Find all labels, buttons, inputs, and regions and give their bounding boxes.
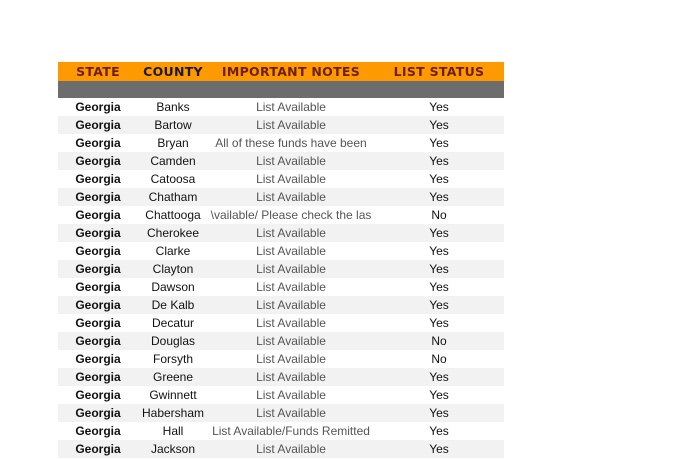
cell-list-status[interactable]: Yes	[429, 172, 449, 186]
cell-important-notes[interactable]: List Available	[256, 442, 326, 456]
cell-county[interactable]: De Kalb	[151, 298, 195, 312]
table-row	[58, 314, 504, 332]
cell-list-status[interactable]: No	[431, 352, 447, 366]
cell-county[interactable]: Camden	[150, 154, 196, 168]
cell-list-status[interactable]: Yes	[429, 388, 449, 402]
table-row	[58, 260, 504, 278]
table-row	[58, 98, 504, 116]
cell-list-status[interactable]: Yes	[429, 118, 449, 132]
cell-important-notes[interactable]: List Available	[256, 334, 326, 348]
cell-county[interactable]: Greene	[152, 370, 194, 384]
cell-list-status[interactable]: Yes	[429, 226, 449, 240]
cell-important-notes[interactable]: \vailable/ Please check the las	[210, 208, 372, 222]
cell-list-status[interactable]: Yes	[429, 262, 449, 276]
cell-list-status[interactable]: Yes	[429, 280, 449, 294]
cell-list-status[interactable]: Yes	[429, 424, 449, 438]
cell-county[interactable]: Forsyth	[152, 352, 193, 366]
cell-state[interactable]: Georgia	[75, 190, 121, 204]
cell-important-notes[interactable]: List Available/Funds Remitted	[212, 424, 370, 438]
cell-important-notes[interactable]: All of these funds have been	[215, 136, 367, 150]
cell-list-status[interactable]: Yes	[429, 442, 449, 456]
cell-important-notes[interactable]: List Available	[256, 172, 326, 186]
cell-state[interactable]: Georgia	[75, 298, 121, 312]
table-row	[58, 116, 504, 134]
cell-state[interactable]: Georgia	[75, 388, 121, 402]
cell-state[interactable]: Georgia	[75, 370, 121, 384]
county-list-table	[58, 62, 504, 458]
header-important-notes[interactable]: IMPORTANT NOTES	[221, 64, 361, 79]
cell-important-notes[interactable]: List Available	[256, 352, 326, 366]
header-county[interactable]: COUNTY	[143, 64, 203, 79]
cell-important-notes[interactable]: List Available	[256, 388, 326, 402]
cell-county[interactable]: Banks	[156, 100, 190, 114]
cell-important-notes[interactable]: List Available	[256, 190, 326, 204]
cell-state[interactable]: Georgia	[75, 262, 121, 276]
cell-state[interactable]: Georgia	[75, 406, 121, 420]
cell-list-status[interactable]: Yes	[429, 100, 449, 114]
table-row	[58, 152, 504, 170]
table-row	[58, 332, 504, 350]
table-row	[58, 224, 504, 242]
table-row	[58, 350, 504, 368]
cell-county[interactable]: Bryan	[157, 136, 189, 150]
cell-list-status[interactable]: Yes	[429, 370, 449, 384]
table-row	[58, 422, 504, 440]
cell-state[interactable]: Georgia	[75, 316, 121, 330]
cell-important-notes[interactable]: List Available	[256, 226, 326, 240]
cell-state[interactable]: Georgia	[75, 424, 121, 438]
cell-state[interactable]: Georgia	[75, 154, 121, 168]
table-body	[58, 98, 504, 458]
cell-state[interactable]: Georgia	[75, 172, 121, 186]
table-row	[58, 242, 504, 260]
table-row	[58, 386, 504, 404]
cell-county[interactable]: Dawson	[151, 280, 195, 294]
cell-state[interactable]: Georgia	[75, 136, 121, 150]
cell-important-notes[interactable]: List Available	[256, 316, 326, 330]
cell-important-notes[interactable]: List Available	[256, 118, 326, 132]
cell-county[interactable]: Gwinnett	[149, 388, 197, 402]
cell-county[interactable]: Cherokee	[146, 226, 200, 240]
table-header-row	[58, 62, 504, 81]
header-divider-band	[58, 81, 504, 98]
table-row	[58, 368, 504, 386]
cell-county[interactable]: Jackson	[150, 442, 196, 456]
table-row	[58, 170, 504, 188]
cell-state[interactable]: Georgia	[75, 118, 121, 132]
cell-list-status[interactable]: No	[431, 334, 447, 348]
cell-county[interactable]: Douglas	[150, 334, 196, 348]
table-row	[58, 134, 504, 152]
table-row	[58, 440, 504, 458]
cell-list-status[interactable]: Yes	[429, 154, 449, 168]
table-row	[58, 206, 504, 224]
cell-county[interactable]: Decatur	[151, 316, 195, 330]
cell-important-notes[interactable]: List Available	[256, 280, 326, 294]
cell-county[interactable]: Bartow	[154, 118, 192, 132]
table-row	[58, 404, 504, 422]
cell-important-notes[interactable]: List Available	[256, 406, 326, 420]
cell-county[interactable]: Clarke	[155, 244, 191, 258]
cell-list-status[interactable]: Yes	[429, 244, 449, 258]
table-row	[58, 278, 504, 296]
cell-important-notes[interactable]: List Available	[256, 100, 326, 114]
cell-county[interactable]: Clayton	[152, 262, 194, 276]
cell-important-notes[interactable]: List Available	[256, 244, 326, 258]
cell-list-status[interactable]: Yes	[429, 136, 449, 150]
cell-county[interactable]: Catoosa	[150, 172, 196, 186]
cell-county[interactable]: Habersham	[141, 406, 205, 420]
cell-state[interactable]: Georgia	[75, 226, 121, 240]
header-state[interactable]: STATE	[76, 64, 120, 79]
cell-state[interactable]: Georgia	[75, 442, 121, 456]
cell-important-notes[interactable]: List Available	[256, 298, 326, 312]
cell-important-notes[interactable]: List Available	[256, 370, 326, 384]
cell-county[interactable]: Chattooga	[145, 208, 201, 222]
table-row	[58, 296, 504, 314]
cell-list-status[interactable]: Yes	[429, 316, 449, 330]
cell-list-status[interactable]: Yes	[429, 190, 449, 204]
cell-state[interactable]: Georgia	[75, 100, 121, 114]
cell-state[interactable]: Georgia	[75, 280, 121, 294]
cell-state[interactable]: Georgia	[75, 208, 121, 222]
cell-list-status[interactable]: Yes	[429, 406, 449, 420]
header-list-status[interactable]: LIST STATUS	[393, 64, 485, 79]
cell-county[interactable]: Chatham	[148, 190, 198, 204]
cell-state[interactable]: Georgia	[75, 334, 121, 348]
cell-list-status[interactable]: Yes	[429, 298, 449, 312]
cell-state[interactable]: Georgia	[75, 352, 121, 366]
cell-important-notes[interactable]: List Available	[256, 154, 326, 168]
table-row	[58, 188, 504, 206]
cell-state[interactable]: Georgia	[75, 244, 121, 258]
cell-important-notes[interactable]: List Available	[256, 262, 326, 276]
cell-county[interactable]: Hall	[162, 424, 184, 438]
cell-list-status[interactable]: No	[431, 208, 447, 222]
